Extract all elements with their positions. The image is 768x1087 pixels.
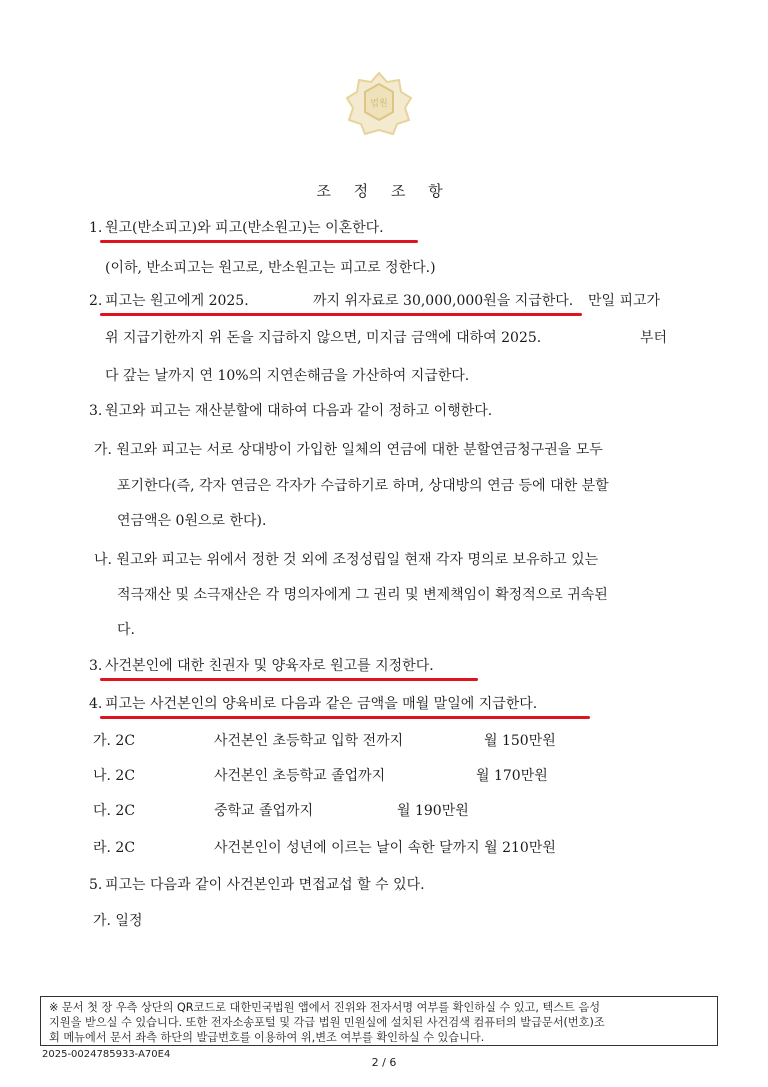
item-2-line2a: 위 지급기한까지 위 돈을 지급하지 않으면, 미지급 금액에 대하여 2025. <box>105 330 542 346</box>
item-visitation-text: 피고는 다음과 같이 사건본인과 면접교섭 할 수 있다. <box>105 877 425 893</box>
item-3-ga-line3: 연금액은 0원으로 한다). <box>117 513 267 529</box>
item-number: 2. <box>89 293 103 309</box>
support-row-label: 나. 2C <box>93 768 136 784</box>
footer-notice-line: 지원을 받으실 수 있습니다. 또한 전자소송포털 및 각급 법원 민원실에 설치된 사건검색 컴퓨터의 발급문서(번호)조 <box>49 1016 605 1029</box>
page-number: 2 / 6 <box>371 1056 397 1069</box>
item-2-line1c: 만일 피고가 <box>588 293 661 309</box>
footer-notice-line: 회 메뉴에서 문서 좌측 하단의 발급번호를 이용하여 위,변조 여부를 확인하실 수 있습니다. <box>49 1031 485 1044</box>
item-number: 5. <box>89 877 103 893</box>
item-visitation-sub: 가. 일정 <box>93 913 143 929</box>
support-row-amount: 월 170만원 <box>476 768 548 784</box>
item-number: 1. <box>89 220 103 236</box>
item-number: 3. <box>89 403 103 419</box>
item-3-na-line2: 적극재산 및 소극재산은 각 명의자에게 그 권리 및 변제책임이 확정적으로 귀속된 <box>117 587 608 603</box>
support-row-desc: 중학교 졸업까지 <box>214 803 314 819</box>
red-underline <box>100 716 590 719</box>
red-underline <box>100 240 418 243</box>
red-underline <box>100 313 582 316</box>
item-3-ga-line1: 가. 원고와 피고는 서로 상대방이 가입한 일체의 연금에 대한 분할연금청구권을 모두 <box>94 442 603 458</box>
item-2-line1b: 까지 위자료로 30,000,000원을 지급한다. <box>313 293 574 309</box>
support-row-desc: 사건본인 초등학교 입학 전까지 <box>214 733 404 749</box>
seal-text: 법원 <box>370 99 388 109</box>
item-2-line1a: 피고는 원고에게 2025. <box>105 293 249 309</box>
footer-notice-line: ※ 문서 첫 장 우측 상단의 QR코드로 대한민국법원 앱에서 진위와 전자서명 여부를 확인하실 수 있고, 텍스트 음성 <box>49 1001 601 1014</box>
court-seal-logo <box>343 70 415 136</box>
document-number: 2025-0024785933-A70E4 <box>42 1049 171 1060</box>
item-number: 4. <box>89 696 103 712</box>
item-custody-text: 사건본인에 대한 친권자 및 양육자로 원고를 지정한다. <box>105 658 434 674</box>
page-title: 조 정 조 항 <box>316 182 452 200</box>
support-row-desc: 사건본인이 성년에 이르는 날이 속한 달까지 월 210만원 <box>214 840 556 856</box>
item-1-text: 원고(반소피고)와 피고(반소원고)는 이혼한다. <box>105 220 384 236</box>
item-3-text: 원고와 피고는 재산분할에 대하여 다음과 같이 정하고 이행한다. <box>105 403 493 419</box>
support-row-amount: 월 190만원 <box>397 803 469 819</box>
support-row-label: 라. 2C <box>93 840 136 856</box>
footer-notice <box>40 996 718 1046</box>
red-underline <box>100 678 478 681</box>
item-2-line2b: 부터 <box>640 330 668 346</box>
support-row-label: 다. 2C <box>93 803 136 819</box>
item-2-line3: 다 갚는 날까지 연 10%의 지연손해금을 가산하여 지급한다. <box>105 368 470 384</box>
item-3-ga-line2: 포기한다(즉, 각자 연금은 각자가 수급하기로 하며, 상대방의 연금 등에 대한 분할 <box>117 478 609 494</box>
support-row-desc: 사건본인 초등학교 졸업까지 <box>214 768 386 784</box>
item-number: 3. <box>89 658 103 674</box>
item-3-na-line3: 다. <box>117 622 135 638</box>
support-row-label: 가. 2C <box>93 733 136 749</box>
support-row-amount: 월 150만원 <box>484 733 556 749</box>
item-1-sub: (이하, 반소피고는 원고로, 반소원고는 피고로 정한다.) <box>105 260 436 276</box>
item-support-text: 피고는 사건본인의 양육비로 다음과 같은 금액을 매월 말일에 지급한다. <box>105 696 538 712</box>
item-3-na-line1: 나. 원고와 피고는 위에서 정한 것 외에 조정성립일 현재 각자 명의로 보유하고 있는 <box>94 552 599 568</box>
